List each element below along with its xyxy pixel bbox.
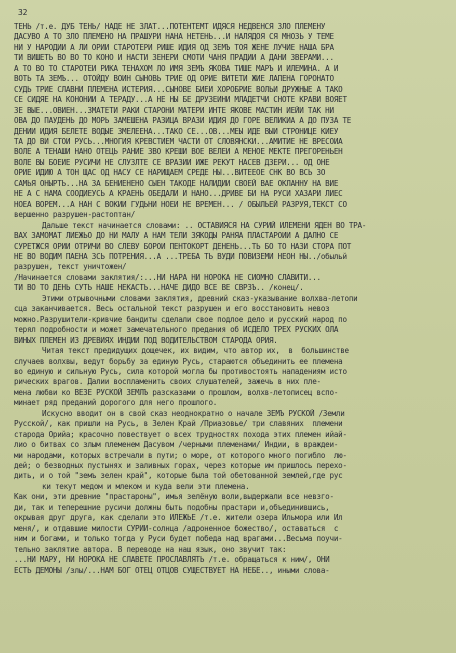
text-line: ДАСУВО А ТО ЗЛО ПЛЕМЕНО НА ПРАШУРИ НАНА НЕТЕНЬ...И НАЛЯДОЯ СЯ МНОЗЬ У ТЕМЕ — [14, 32, 334, 42]
text-line: СУДЬ ТРИЕ СЛАВНИ ПЛЕМЕНА ИСТЕРИЯ...СЫНОВЕ БИЕИ ХОРОБРИЕ ВОЛЬИ ДРУЖНЫЕ А ТАКО — [14, 84, 343, 94]
text-line: старода Орийа; красочно повествует о всех трудностях похода этих племен ийай- — [14, 429, 347, 439]
text-line: ДЕНИИ ИДИЯ БЕЛЕТЕ ВОДЫЕ ЗМЕЛЕЕНА...ТАКО СЕ...ОВ...МЕЫ ИДЕ ВЫИ СТРОНИЦЕ КИЕУ — [14, 126, 339, 136]
text-line: Дальше текст начинается словами: .. ОСТАВИЯСЯ НА СУРИЙ ИЛЕМЕНИ ЯДЕН ВО ТРА- — [42, 220, 367, 230]
text-line: ВИНЫХ ПЛЕМЕН ИЗ ДРЕВИЯХ ИНДИИ ПОД ВОДИТЕЛЬСТВОМ СТАРОДА ОРИЯ. — [14, 335, 278, 345]
text-line: ди, так и теперешние русичи должны быть подобны прастари и,объединившись, — [14, 502, 330, 512]
text-line: дей; о безводных пустынях и заливных горах, через которые им пришлось перехо- — [14, 461, 347, 471]
text-line: вершенно разрушен-растоптан/ — [14, 210, 136, 220]
text-line: тельно заклятие автора. В переводе на наш язык, оно звучит так: — [14, 544, 287, 554]
text-line: НЕ ВО ВОДИМ ПАЕНА ЗСЬ ПОТРЕНИЯ...А ...ТРЕБА ТЬ ВУДИ ПОВИЗЕМИ НЕОН НЫ../обыльй — [14, 251, 347, 261]
text-line: Читая текст предидущих дощечек, их видим, что автор их, в большинстве — [42, 346, 349, 356]
text-line: А ТО ВО ТО СТАРОТЕИ РИКА ТЕНАХОМ ЛО ИМЯ ЗЕМЪ ЯКОВА ТИШЕ МАРЪ И ИЛЕМИНА. А И — [14, 63, 339, 73]
text-line: сца заканчивается. Весь остальной текст разрушен и его восстановить невоз — [14, 304, 330, 314]
text-line: минает ряд преданий дорогого для него прошлого. — [14, 398, 218, 408]
text-line: ки текут медом и млеком и куда вели эти племена. — [42, 481, 250, 491]
text-line: лио о битвах со злым племенем Дасувом /черными племенами/ Индии, в враждеи- — [14, 440, 339, 450]
text-line: разрушен, текст уничтожен/ — [14, 262, 127, 272]
text-line: дить, и о той "земъ зелен край", которые была той обетованной землей,где рус — [14, 471, 343, 481]
text-line: ТЕНЬ /т.е. ДУБ ТЕНЬ/ НАДЕ НЕ ЗЛАТ...ПОТЕНТЕМТ ИДЯСЯ НЕДВЕНСЯ ЗЛО ПЛЕМЕНУ — [14, 22, 326, 31]
text-line: меня/, и отдавшие милости СУРИИ-солнца /адроненное божество/, оставаться с — [14, 523, 339, 533]
text-line: НОЕА ВОРЕМ...А НАН С ВОКИИ ГУДЬНИ НОЕИ НЕ ВРЕМЕН... / ОБЫЛЬЕЙ РАЗРУЯ,ТЕКСТ СО — [14, 199, 347, 209]
text-line: ВОТЬ ТА ЗЕМЪ... ОТОЙДУ ВОИН СЫНОВЬ ТРИЕ ОД ОРИЕ ВИТЕТИ ЖИЕ ЛАПЕНА ГОРОНАТО — [14, 74, 334, 84]
text-line: ЕСТЬ ДЕМОНЫ /злы/...НАМ БОГ ОТЕЦ ОТЦОВ СУЩЕСТВУЕТ НА НЕБЕ.., иными слова- — [14, 565, 330, 575]
text-line: ТИ ВО ТО ДЕНЬ СУТЬ НАШЕ НЕКАСТЬ...НАЧЕ ДИДО ВСЕ ВЕ СВРЗЪ.. /конец/. — [14, 283, 304, 293]
text-line: /Начинается словами заклятия/:...НИ НАРА НИ НОРОКА НЕ СИОМНО СЛАВИТИ... — [14, 272, 321, 282]
text-line: ОВА ДО ПАУДЕНЬ ДО МОРЬ ЗАМЕШЕНА РАЗИЦА ВРАЗИ ИДИЯ ДО ГОРЕ ВЕЛИКИА А ДО ПУЗА ТЕ — [14, 116, 352, 126]
text-line: окрывая друг друга, как сделали это ИЛЕЖЬЕ /т.е. жители озера Ильмора или Ил — [14, 513, 343, 523]
text-line: ЗЕ ВЫЕ...ОВИЕН...ЗМАТЕТИ РАКИ СТАРОНИ МАТЕРИ ИНТЕ ЯКОВЕ МАСТИН ИЕЙИ ТАК НИ — [14, 105, 334, 115]
page-number: 32 — [18, 8, 28, 17]
text-line: терял подробности и может замечательного предания об ИСДЕЛО ТРЕХ РУСКИХ ОЛА — [14, 325, 339, 335]
text-line: ВОЛЕ А ТЕНАШИ НАНО ОТЕЦЬ РАНИЕ ЗВО КРЕШИ ВОЕ ВЕЛЕИ А МЕНОЕ МЕКТЕ ПРЕГОРЕНЬЕН — [14, 147, 343, 157]
text-line: НИ У НАРОДИИ А ЛИ ОРИИ СТАРОТЕРИ РИШЕ ИДИЯ ОД ЗЕМЪ ТОЯ ЖЕНЕ ЛУЧИЕ НАША БРА — [14, 42, 334, 52]
text-line: Этими отрывочными словами заклятия, древний сказ-указывание волхва-летопи — [42, 293, 358, 303]
text-line: ВОЛЕ ВЫ БОЕИЕ РУСИЧИ НЕ СЛУЗЛТЕ СЕ ВРАЗИИ ИЖЕ РЕКУТ НАСЕВ ДЗЕРИ... ОД ОНЕ — [14, 157, 330, 167]
text-line: СУРЕТЖСЯ ОРИИ ОТРИЧИ ВО СЛЕВУ БОРОИ ПЕНТОКОРТ ДЕНЕНЬ...ТЬ БО ТО НАЗИ СТОРА ПОТ — [14, 241, 352, 251]
text-line: можно.Разрушители-кривчие бандиты сделали свое подлое дело и русский народ по — [14, 314, 347, 324]
text-line: Как они, эти древние "прастароны", имья зелёную воли,выдержали все невзго- — [14, 492, 334, 502]
text-line: САМЬЯ ОНЫРТЬ...НА ЗА БЕНИЕНЕНО СЫЕН ТАКОДЕ НАЛИДИИ СВОЕЙ ВАЕ ОКЛАННУ НА ВИЕ — [14, 178, 339, 188]
text-line: ми народами, которых встречали в пути; о море, от которого много погибло лю- — [14, 450, 347, 460]
text-line: НЕ А С НАМА СООДИЕУСЬ А КРАЕНЬ ОБЕДАЛИ И НАНО...ДРИВЕ БИ НА РУСИ ХАЗАРИ ЛИЕС — [14, 189, 343, 199]
text-line: случаев волхвы, ведут борьбу за единую Русь, стараются объединить ее племена — [14, 356, 343, 366]
text-line: ТА ДО ВИ СТОИ РУСЬ...МНОГИЯ КРЕВСТИЕМ ЧАСТИ ОТ СЛОВЯНСКИ...АМИТИЕ НЕ ВРЕСОИА — [14, 136, 343, 146]
text-line: СЕ СИДЯЕ НА КОНОНИИ А ТЕРАДУ...А НЕ НЫ БЕ ДРУЗЕИНИ МЛАДЕТЧИ СНОТЕ КРАВИ ВОЯЕТ — [14, 95, 347, 105]
document-body — [14, 22, 444, 576]
text-line: Искусно вводит он в свой сказ неоднократно о начале ЗЕМЪ РУСКОЙ /Земли — [42, 408, 345, 418]
text-line: рических врагов. Далии воспламенить своих слушателей, зажечь в них пле- — [14, 377, 321, 387]
text-line: мена любви ко ВЕЗЕ РУСКОЙ ЗЕМЛЪ разсказами о прошлом, волхв-летописец вспо- — [14, 387, 339, 397]
text-line: ...НИ МАРУ, НИ НОРОКА НЕ СЛАВЕТЕ ПРОСЛАВЛЯТЬ /т.е. обращаться к ним/, ОНИ — [14, 555, 330, 565]
text-line: Русской/, как пришли на Русь, в Зелен Край /Приазовье/ три славяних племени — [14, 419, 343, 429]
text-line: ним и богами, и только тогда у Руси будет победа над врагами...Весьма поучи- — [14, 534, 343, 544]
text-line: ОРИЕ ИДИЮ А ТОН ЩАС ОД НАСУ СЕ НАРИЩАЕМ СРЕДЕ НЫ...ВИТЕЕОЕ СНК ВО ВСЬ ЗО — [14, 168, 326, 178]
text-line: во единую и сильную Русь, сила которой могла бы противостоять нападениям исто — [14, 366, 347, 376]
text-line: ТИ ВИШЕТЬ ВО ВО ТО КОНО И НАСТИ ЗЕНЕРИ СМОТИ ЧАНЯ ПРАДИИ А ДАНИ ЗВЕРАМИ... — [14, 53, 334, 63]
text-line: ВАХ ЗАМОМАТ ЛИЕЖЬО ДО НИ МАЛУ А НАМ ТЕЛИ ЗЯКОДЫ РАНЯА ПЛАСТАРОИИ А ДАЛНО СЕ — [14, 231, 339, 241]
